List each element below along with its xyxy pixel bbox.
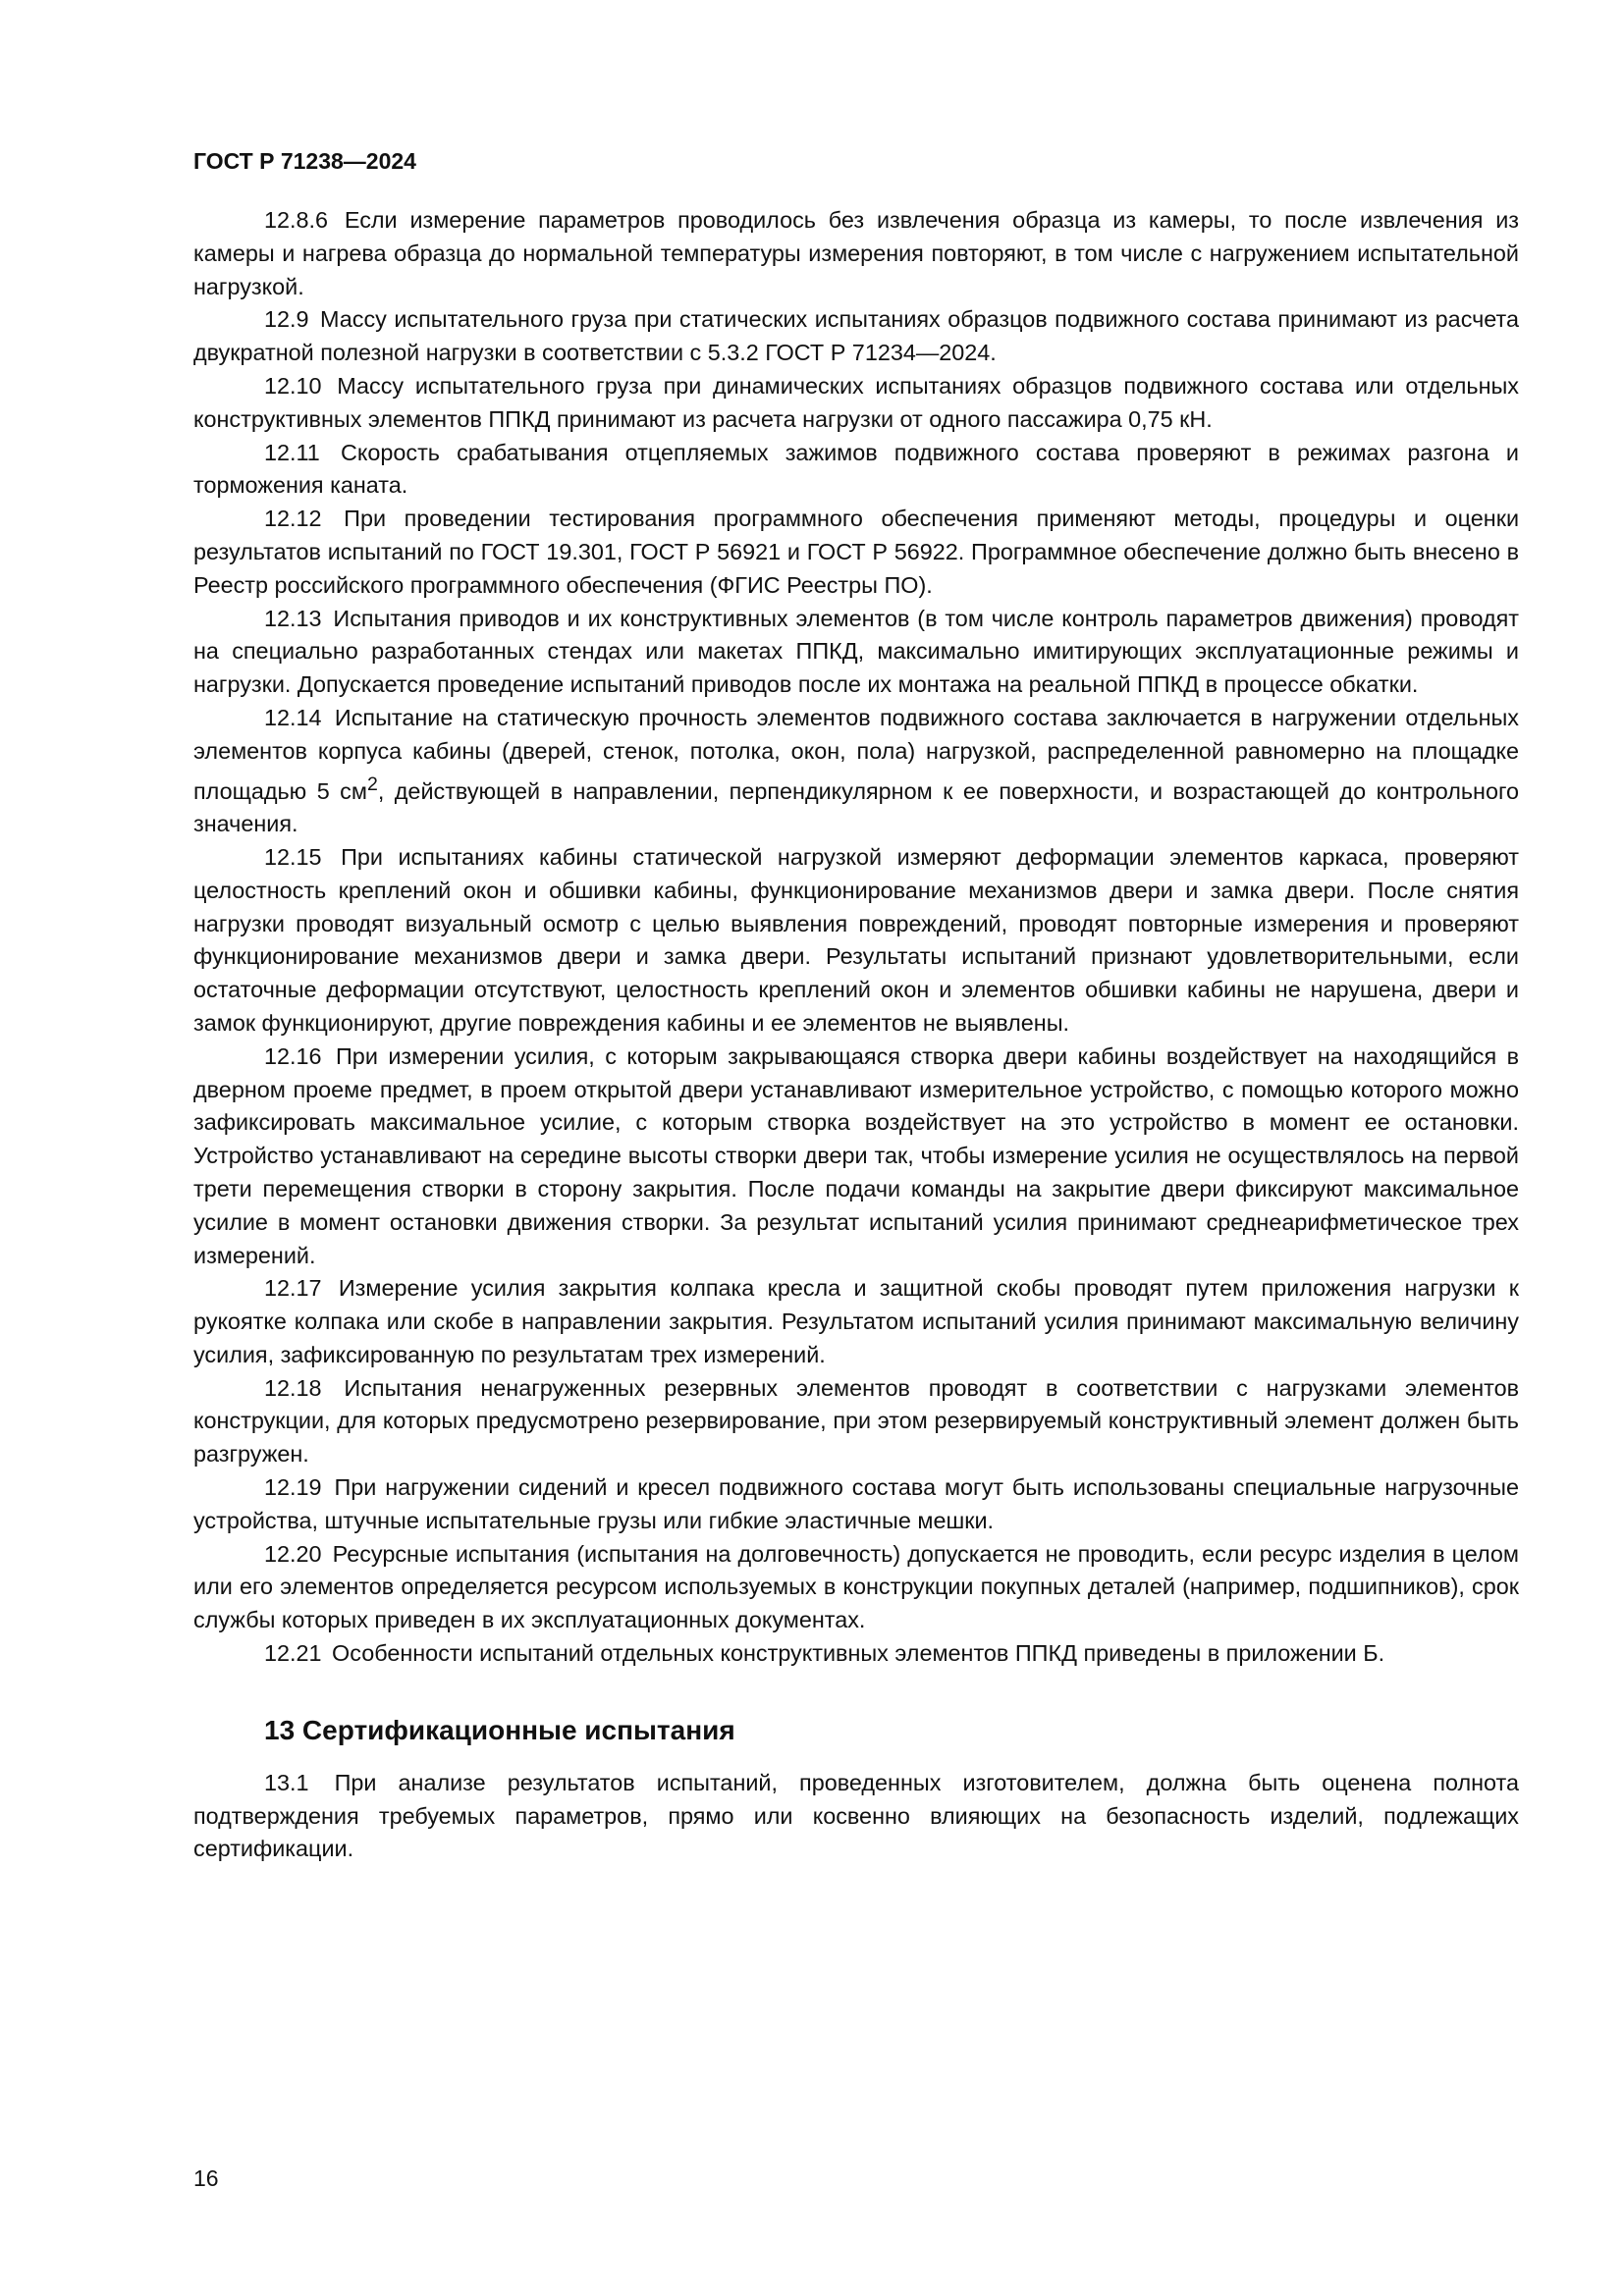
superscript: 2 xyxy=(366,773,378,795)
paragraph-text: Испытания приводов и их конструктивных элементов (в том числе контроль параметров движения) проводят на специально разработанных стендах или макетах ППКД, максимально имитирующих эксплуатационные режимы и нагрузки. Допускается проведение испытаний приводов после их монтажа на реальной ППКД в процессе обкатки. xyxy=(193,605,1520,698)
paragraph-number: 12.16 xyxy=(264,1042,322,1069)
paragraph-text: Массу испытательного груза при динамических испытаниях образцов подвижного состава или отдельных конструктивных элементов ППКД принимают из расчета нагрузки от одного пассажира 0,75 кН. xyxy=(193,372,1519,432)
paragraph-text-continued: , действующей в направлении, перпендикулярном к ее поверхности, и возрастающей до контрольного значения. xyxy=(193,777,1519,837)
paragraph-12-8-6 xyxy=(193,204,1519,303)
paragraph-text: При проведении тестирования программного обеспечения применяют методы, процедуры и оценки результатов испытаний по ГОСТ 19.301, ГОСТ Р 56921 и ГОСТ Р 56922. Программное обеспечение должно быть внесено в Реестр российского программного обеспечения (ФГИС Реестры ПО). xyxy=(193,506,1520,598)
paragraph-12-20 xyxy=(193,1538,1519,1637)
paragraph-12-16 xyxy=(193,1041,1519,1273)
paragraph-12-18 xyxy=(193,1372,1519,1471)
paragraph-number: 12.9 xyxy=(264,306,309,333)
paragraph-text: Если измерение параметров проводилось без извлечения образца из камеры, то после извлечения из камеры и нагрева образца до нормальной температуры измерения повторяют, в том числе с нагружением испытательной нагрузкой. xyxy=(193,207,1520,299)
paragraph-text: Особенности испытаний отдельных конструктивных элементов ППКД приведены в приложении Б. xyxy=(332,1640,1385,1667)
paragraph-13-1 xyxy=(193,1767,1519,1866)
paragraph-number: 12.21 xyxy=(264,1640,322,1667)
document-page xyxy=(193,147,1519,1866)
paragraph-number: 12.19 xyxy=(264,1474,322,1501)
paragraph-number: 12.13 xyxy=(264,605,322,631)
paragraph-12-10 xyxy=(193,370,1519,437)
paragraph-number: 12.8.6 xyxy=(264,207,329,233)
paragraph-text: Скорость срабатывания отцепляемых зажимов подвижного состава проверяют в режимах разгона и торможения каната. xyxy=(193,439,1519,499)
paragraph-text: Массу испытательного груза при статических испытаниях образцов подвижного состава принимают из расчета двукратной полезной нагрузки в соответствии с 5.3.2 ГОСТ Р 71234—2024. xyxy=(193,306,1519,366)
paragraph-text: При испытаниях кабины статической нагрузкой измеряют деформации элементов каркаса, проверяют целостность креплений окон и обшивки кабины, функционирование механизмов двери и замка двери. После снятия нагрузки проводят визуальный осмотр с целью выявления повреждений, проводят повторные измерения и проверяют функционирование механизмов двери и замка двери. Результаты испытаний признают удовлетворительными, если остаточные деформации отсутствуют, целостность креплений окон и элементов обшивки кабины не нарушена, двери и замок функционируют, другие повреждения кабины и ее элементов не выявлены. xyxy=(193,843,1520,1036)
page-number: 16 xyxy=(193,2165,219,2191)
paragraph-12-15 xyxy=(193,841,1519,1041)
paragraph-text: При измерении усилия, с которым закрывающаяся створка двери кабины воздействует на находящийся в дверном проеме предмет, в проем открытой двери устанавливают измерительное устройство, с помощью которого можно зафиксировать максимальное усилие, с которым створка воздействует на это устройство в момент ее остановки. Устройство устанавливают на середине высоты створки двери так, чтобы измерение усилия не осуществлялось на первой трети перемещения створки в сторону закрытия. После подачи команды на закрытие двери фиксируют максимальное усилие в момент остановки движения створки. За результат испытаний усилия принимают среднеарифметическое трех измерений. xyxy=(193,1042,1520,1268)
paragraph-text: Ресурсные испытания (испытания на долговечность) допускается не проводить, если ресурс изделия в целом или его элементов определяется ресурсом используемых в конструкции покупных деталей (например, подшипников), срок службы которых приведен в их эксплуатационных документах. xyxy=(193,1540,1519,1633)
paragraph-text: При анализе результатов испытаний, проведенных изготовителем, должна быть оценена полнота подтверждения требуемых параметров, прямо или косвенно влияющих на безопасность изделий, подлежащих сертификации. xyxy=(193,1769,1519,1862)
paragraph-text: При нагружении сидений и кресел подвижного состава могут быть использованы специальные нагрузочные устройства, штучные испытательные грузы или гибкие эластичные мешки. xyxy=(193,1474,1519,1533)
paragraph-number: 12.17 xyxy=(264,1275,322,1302)
paragraph-text: Измерение усилия закрытия колпака кресла и защитной скобы проводят путем приложения нагрузки к рукоятке колпака или скобе в направлении закрытия. Результатом испытаний усилия принимают максимальную величину усилия, зафиксированную по результатам трех измерений. xyxy=(193,1275,1519,1367)
document-header: ГОСТ Р 71238—2024 xyxy=(193,148,416,174)
paragraph-12-13 xyxy=(193,603,1519,702)
paragraph-number: 13.1 xyxy=(264,1769,309,1795)
paragraph-12-19 xyxy=(193,1471,1519,1538)
paragraph-number: 12.12 xyxy=(264,506,322,532)
paragraph-number: 12.10 xyxy=(264,372,322,399)
paragraph-12-14 xyxy=(193,702,1519,841)
paragraph-12-17 xyxy=(193,1272,1519,1371)
paragraph-number: 12.14 xyxy=(264,704,322,730)
section-title: 13 Сертификационные испытания xyxy=(264,1714,735,1745)
paragraph-12-12 xyxy=(193,503,1519,602)
paragraph-12-11 xyxy=(193,437,1519,504)
paragraph-number: 12.18 xyxy=(264,1374,322,1401)
paragraph-12-9 xyxy=(193,303,1519,370)
paragraph-number: 12.20 xyxy=(264,1540,322,1567)
paragraph-text: Испытание на статическую прочность элементов подвижного состава заключается в нагружении отдельных элементов корпуса кабины (дверей, стенок, потолка, окон, пола) нагрузкой, распределенной равномерно на площадке площадью 5 см xyxy=(193,704,1520,804)
paragraph-number: 12.15 xyxy=(264,843,322,870)
paragraph-number: 12.11 xyxy=(264,439,320,465)
paragraph-text: Испытания ненагруженных резервных элементов проводят в соответствии с нагрузками элементов конструкции, для которых предусмотрено резервирование, при этом резервируемый конструктивный элемент должен быть разгружен. xyxy=(193,1374,1520,1468)
paragraph-12-21 xyxy=(193,1637,1519,1671)
